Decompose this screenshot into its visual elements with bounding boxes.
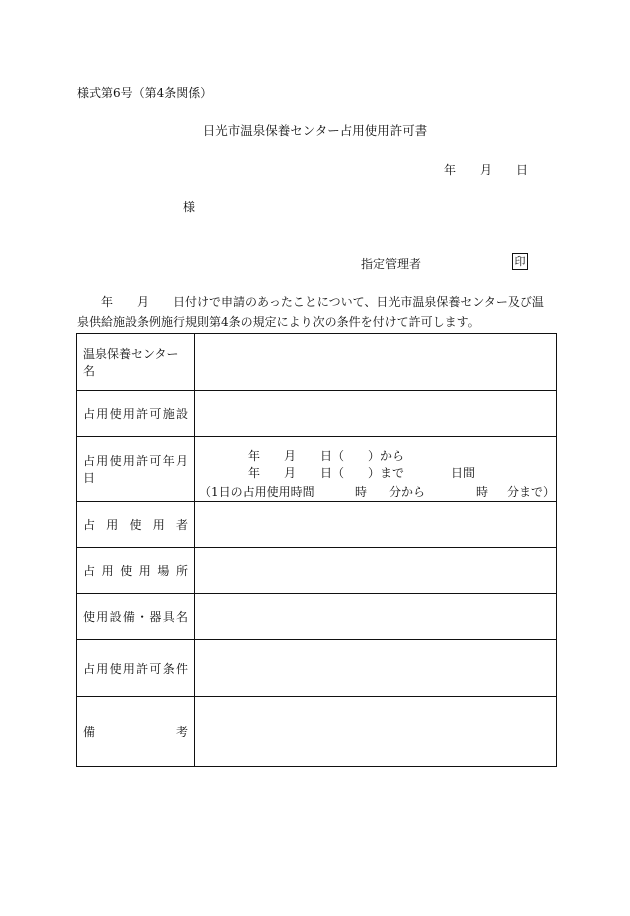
row-value-conditions[interactable] [195,640,556,696]
row-label-center-name: 温泉保養センター名 [77,334,195,390]
period-to: 年 月 日（ ）まで [248,466,405,480]
date-year-label: 年 [444,163,457,177]
table-row-equipment [77,594,556,640]
row-value-permit-date[interactable] [195,437,556,501]
date-month-label: 月 [480,163,493,177]
row-value-location[interactable] [195,548,556,593]
hours-minute-from: 分から [389,485,426,499]
intro-line-1: 年 月 日付けで申請のあったことについて、日光市温泉保養センター及び温 [77,295,544,309]
table-row-user [77,502,556,548]
table-row-remarks [77,697,556,766]
issue-date [444,161,528,178]
row-label-facility: 占用使用許可施設 [77,391,195,436]
row-value-facility[interactable] [195,391,556,436]
row-value-remarks[interactable] [195,697,556,766]
hours-hour-1: 時 [355,485,368,499]
row-label-location: 占用使用場所 [77,548,195,593]
row-label-remarks: 備考 [77,697,195,766]
row-label-permit-date: 占用使用許可年月日 [77,437,195,501]
row-label-equipment: 使用設備・器具名 [77,594,195,639]
hours-prefix: （1日の占用使用時間 [199,485,315,499]
row-value-center-name[interactable] [195,334,556,390]
form-number: 様式第6号（第4条関係） [77,86,213,100]
hours-minute-to: 分まで） [507,485,556,499]
period-from: 年 月 日（ ）から [248,449,405,463]
row-value-user[interactable] [195,502,556,547]
intro-line-2: 泉供給施設条例施行規則第4条の規定により次の条件を付けて許可します。 [77,315,480,329]
table-row-conditions [77,640,556,697]
table-row-facility [77,391,556,437]
row-label-user: 占用使用者 [77,502,195,547]
hours-hour-2: 時 [476,485,489,499]
table-row-location [77,548,556,594]
manager-label: 指定管理者 [361,257,422,271]
addressee-suffix: 様 [183,200,196,214]
intro-paragraph [77,292,557,332]
date-day-label: 日 [516,163,529,177]
page-title: 日光市温泉保養センター占用使用許可書 [202,123,428,138]
table-row-center-name [77,334,556,391]
row-value-equipment[interactable] [195,594,556,639]
table-row-permit-date [77,437,556,502]
seal-box: 印 [512,253,528,270]
permit-table [76,333,557,767]
period-days-label: 日間 [451,466,476,480]
row-label-conditions: 占用使用許可条件 [77,640,195,696]
